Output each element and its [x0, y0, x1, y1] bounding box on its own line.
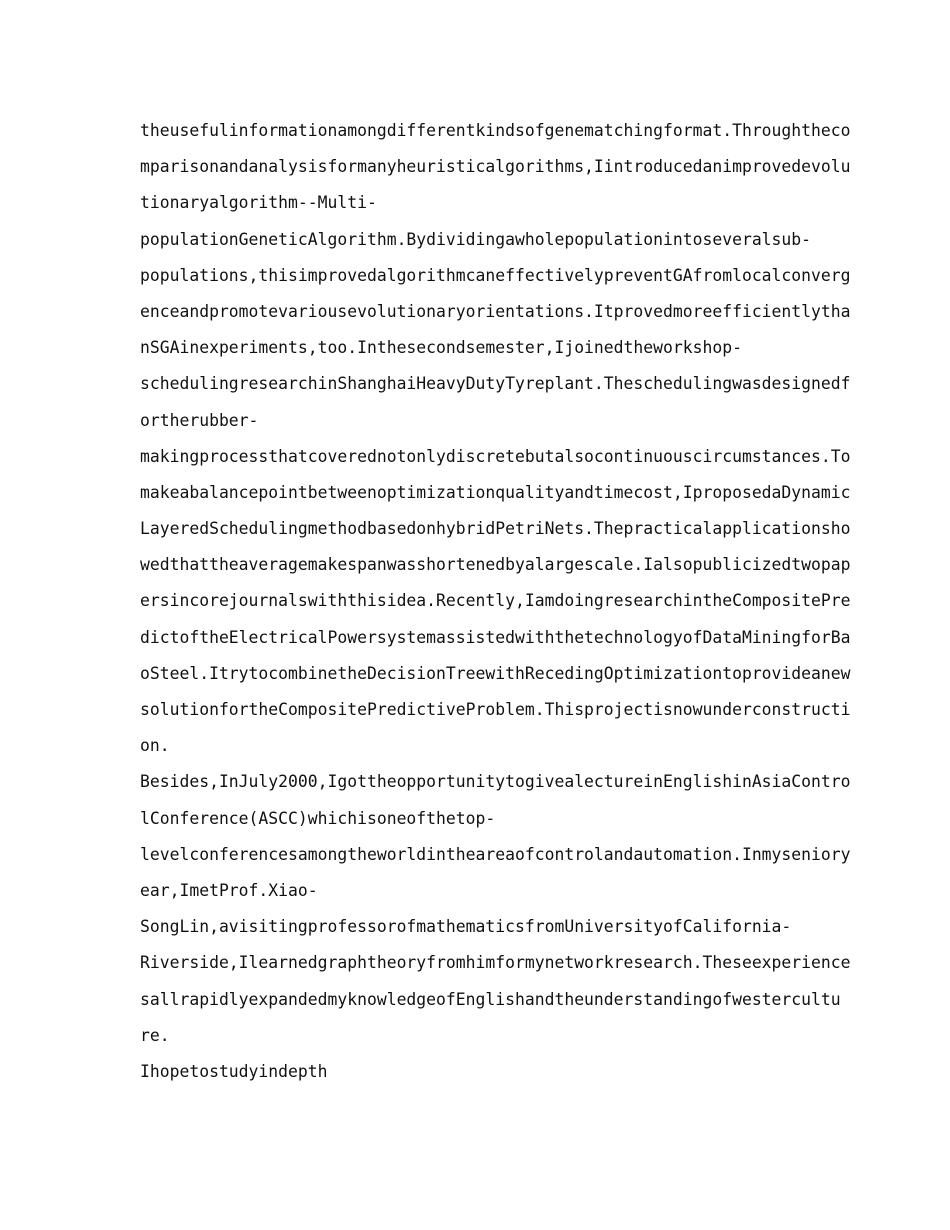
text-line: LayeredSchedulingmethodbasedonhybridPetriNets.Thepracticalapplicationsho — [140, 519, 851, 539]
text-line: schedulingresearchinShanghaiHeavyDutyTyreplant.Theschedulingwasdesignedf — [140, 374, 851, 394]
text-line: nSGAinexperiments,too.Inthesecondsemester,Ijoinedtheworkshop- — [140, 338, 742, 358]
text-line: dictoftheElectricalPowersystemassistedwiththetechnologyofDataMiningforBa — [140, 627, 851, 647]
text-line: populationGeneticAlgorithm.Bydividingawholepopulationintoseveralsub- — [140, 229, 812, 249]
text-line: wedthattheaveragemakespanwasshortenedbyalargescale.Ialsopublicizedtwopap — [140, 555, 851, 575]
text-line: theusefulinformationamongdifferentkindsofgenematchingformat.Throughtheco — [140, 121, 851, 140]
text-line: on. — [140, 736, 170, 756]
text-line: ortherubber- — [140, 410, 259, 430]
text-line: sallrapidlyexpandedmyknowledgeofEnglishandtheunderstandingofwestercultu — [140, 989, 841, 1009]
text-line: oSteel.ItrytocombinetheDecisionTreewithRecedingOptimizationtoprovideanew — [140, 663, 851, 683]
text-line: Besides,InJuly2000,IgottheopportunitytogivealectureinEnglishinAsiaContro — [140, 772, 851, 792]
document-page — [140, 119, 851, 1096]
text-line: Riverside,Ilearnedgraphtheoryfromhimformynetworkresearch.Theseexperience — [140, 953, 851, 973]
text-line: makeabalancepointbetweenoptimizationqualityandtimecost,IproposedaDynamic — [140, 482, 851, 502]
text-line: Ihopetostudyindepth — [140, 1061, 328, 1081]
text-line: mparisonandanalysisformanyheuristicalgorithms,Iintroducedanimprovedevolu — [140, 157, 851, 177]
text-line: ersincorejournalswiththisidea.Recently,IamdoingresearchintheCompositePre — [140, 591, 851, 611]
text-line: populations,thisimprovedalgorithmcaneffectivelypreventGAfromlocalconverg — [140, 265, 851, 285]
text-line: tionaryalgorithm--Multi- — [140, 193, 377, 213]
text-line: re. — [140, 1025, 170, 1045]
text-line: solutionfortheCompositePredictiveProblem.Thisprojectisnowunderconstructi — [140, 700, 851, 719]
text-line: enceandpromotevariousevolutionaryorientations.Itprovedmoreefficientlytha — [140, 301, 851, 321]
text-line: ear,ImetProf.Xiao- — [140, 880, 318, 900]
text-line: lConference(ASCC)whichisoneofthetop- — [140, 808, 496, 828]
text-line: levelconferencesamongtheworldintheareaofcontrolandautomation.Inmyseniory — [140, 844, 851, 864]
text-line: SongLin,avisitingprofessorofmathematicsfromUniversityofCalifornia- — [140, 917, 792, 937]
text-line: makingprocessthatcoverednotonlydiscretebutalsocontinuouscircumstances.To — [140, 446, 851, 466]
